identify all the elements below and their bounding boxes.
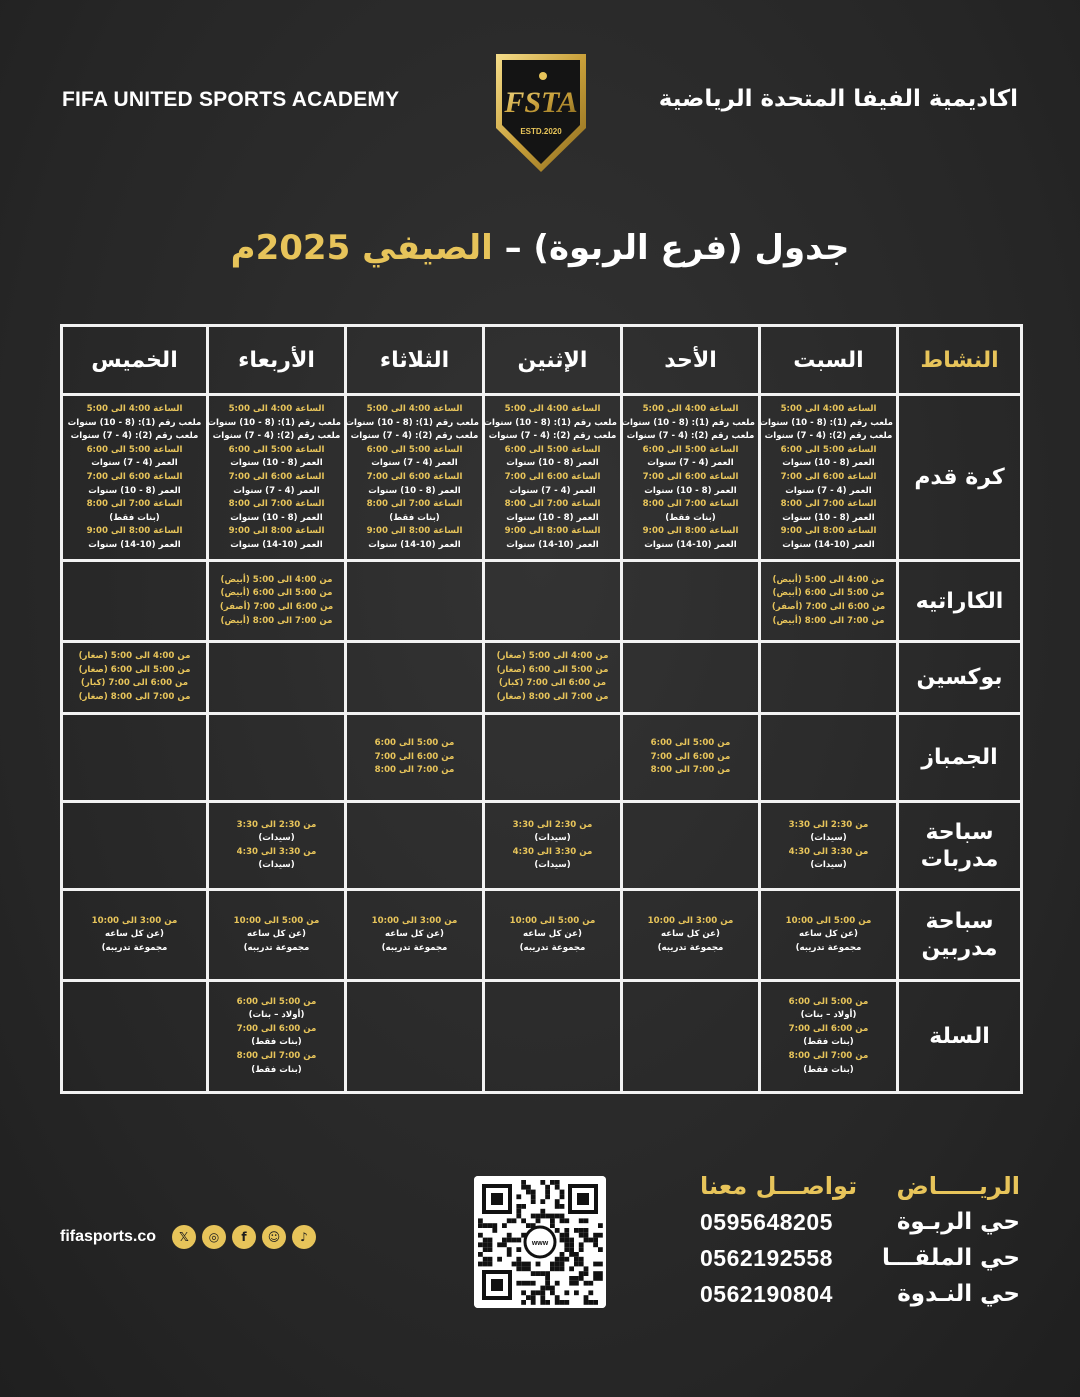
cell-line: من 7:00 الى 8:00 — [236, 1050, 317, 1061]
cell-line: الساعة 7:00 الى 8:00 — [642, 499, 739, 510]
cell-line: العمر (10-14) سنوات — [506, 539, 599, 550]
cell-line: الساعة 8:00 الى 9:00 — [504, 526, 601, 537]
cell-line: (عن كل ساعه — [523, 929, 582, 940]
activity-name: سباحة مدربين — [898, 890, 1022, 980]
cell-line: الساعة 4:00 الى 5:00 — [366, 403, 463, 414]
cell-line: العمر (4 - 7) سنوات — [647, 458, 734, 469]
cell-line: الساعة 6:00 الى 7:00 — [228, 471, 325, 482]
cell-line: من 3:00 الى 10:00 — [91, 915, 178, 926]
schedule-cell — [622, 641, 760, 713]
cell-line: مجموعة تدريبه) — [101, 942, 168, 953]
branch-row — [700, 1276, 1020, 1312]
branch-name: حي النـدوة — [897, 1281, 1020, 1307]
schedule-row — [62, 395, 1022, 561]
cell-line: من 4:00 الى 5:00 (صغار) — [78, 651, 191, 662]
cell-line: الساعة 5:00 الى 6:00 — [504, 444, 601, 455]
tiktok-icon[interactable]: ♪ — [292, 1225, 316, 1249]
branch-phone[interactable]: 0562192558 — [700, 1244, 833, 1271]
schedule-cell — [622, 395, 760, 561]
cell-line: (سيدات) — [534, 833, 571, 844]
schedule-cell — [62, 713, 208, 801]
schedule-cell — [760, 890, 898, 980]
cell-line: الساعة 7:00 الى 8:00 — [780, 499, 877, 510]
cell-line: (بنات فقط) — [803, 1037, 854, 1048]
schedule-cell — [622, 890, 760, 980]
header-row — [62, 326, 1022, 395]
cell-line: من 6:00 الى 7:00 — [236, 1023, 317, 1034]
schedule-cell — [760, 641, 898, 713]
facebook-icon[interactable]: f — [232, 1225, 256, 1249]
cell-line: (أولاد – بنات) — [800, 1010, 857, 1021]
schedule-cell — [346, 890, 484, 980]
schedule-cell — [760, 713, 898, 801]
cell-line: الساعة 8:00 الى 9:00 — [780, 526, 877, 537]
cell-line: الساعة 6:00 الى 7:00 — [366, 471, 463, 482]
cell-line: العمر (4 - 7) سنوات — [371, 458, 458, 469]
schedule-cell — [346, 980, 484, 1092]
schedule-cell — [208, 890, 346, 980]
activity-name: كرة قدم — [898, 395, 1022, 561]
cell-line: من 7:00 الى 8:00 (أبيض) — [220, 615, 333, 626]
cell-line: الساعة 4:00 الى 5:00 — [780, 403, 877, 414]
schedule-cell — [622, 802, 760, 890]
x-icon[interactable]: 𝕏 — [172, 1225, 196, 1249]
cell-line: الساعة 7:00 الى 8:00 — [366, 499, 463, 510]
schedule-cell — [484, 395, 622, 561]
cell-line: (عن كل ساعه — [799, 929, 858, 940]
cell-line: (سيدات) — [258, 833, 295, 844]
cell-line: الساعة 6:00 الى 7:00 — [780, 471, 877, 482]
schedule-row — [62, 890, 1022, 980]
schedule-cell — [484, 713, 622, 801]
cell-line: الساعة 5:00 الى 6:00 — [228, 444, 325, 455]
cell-line: العمر (8 - 10) سنوات — [506, 458, 599, 469]
contact-city: الريـــــاض — [896, 1172, 1020, 1200]
cell-line: العمر (4 - 7) سنوات — [233, 485, 320, 496]
cell-line: من 4:00 الى 5:00 (صغار) — [496, 651, 609, 662]
logo-est: ESTD.2020 — [520, 127, 562, 136]
cell-line: (بنات فقط) — [251, 1064, 302, 1075]
cell-line: من 5:00 الى 6:00 — [236, 996, 317, 1007]
schedule-cell — [622, 980, 760, 1092]
cell-line: ملعب رقم (2): (4 - 7) سنوات — [488, 431, 617, 442]
cell-line: الساعة 5:00 الى 6:00 — [642, 444, 739, 455]
header-wednesday: الأربعاء — [208, 326, 346, 395]
cell-line: من 3:00 الى 10:00 — [647, 915, 734, 926]
cell-line: (بنات فقط) — [665, 512, 716, 523]
schedule-table — [60, 324, 1023, 1094]
cell-line: الساعة 7:00 الى 8:00 — [228, 499, 325, 510]
schedule-cell — [62, 395, 208, 561]
cell-line: من 5:00 الى 6:00 (صغار) — [496, 664, 609, 675]
activity-name: الكاراتيه — [898, 561, 1022, 641]
schedule-row — [62, 641, 1022, 713]
cell-line: (بنات فقط) — [251, 1037, 302, 1048]
header-monday: الإثنين — [484, 326, 622, 395]
branch-row — [700, 1204, 1020, 1240]
activity-name: السلة — [898, 980, 1022, 1092]
activity-name: سباحة مدربات — [898, 802, 1022, 890]
qr-code[interactable] — [474, 1176, 606, 1308]
schedule-cell — [62, 980, 208, 1092]
cell-line: العمر (8 - 10) سنوات — [506, 512, 599, 523]
header-saturday: السبت — [760, 326, 898, 395]
brand-name-ar: اكاديمية الفيفا المتحدة الرياضية — [658, 86, 1018, 112]
cell-line: من 6:00 الى 7:00 (كبار) — [80, 678, 189, 689]
schedule-cell — [62, 802, 208, 890]
cell-line: من 4:00 الى 5:00 (أبيض) — [220, 574, 333, 585]
academy-logo — [488, 50, 594, 176]
cell-line: من 2:30 الى 3:30 — [236, 819, 317, 830]
cell-line: الساعة 4:00 الى 5:00 — [86, 403, 183, 414]
cell-line: من 5:00 الى 6:00 — [788, 996, 869, 1007]
social-bar — [60, 1225, 316, 1249]
schedule-cell — [760, 561, 898, 641]
cell-line: العمر (10-14) سنوات — [644, 539, 737, 550]
cell-line: مجموعة تدريبه) — [519, 942, 586, 953]
cell-line: من 6:00 الى 7:00 — [650, 751, 731, 762]
schedule-cell — [208, 713, 346, 801]
branch-row — [700, 1240, 1020, 1276]
cell-line: العمر (10-14) سنوات — [88, 539, 181, 550]
schedule-cell — [208, 561, 346, 641]
schedule-cell — [62, 641, 208, 713]
cell-line: العمر (4 - 7) سنوات — [91, 458, 178, 469]
cell-line: (عن كل ساعه — [105, 929, 164, 940]
cell-line: العمر (8 - 10) سنوات — [230, 512, 323, 523]
activity-name: بوكسين — [898, 641, 1022, 713]
branch-phone[interactable]: 0595648205 — [700, 1208, 833, 1235]
cell-line: (عن كل ساعه — [385, 929, 444, 940]
cell-line: من 2:30 الى 3:30 — [512, 819, 593, 830]
cell-line: العمر (10-14) سنوات — [368, 539, 461, 550]
instagram-icon[interactable]: ◎ — [202, 1225, 226, 1249]
cell-line: من 7:00 الى 8:00 (أبيض) — [772, 615, 885, 626]
cell-line: من 3:30 الى 4:30 — [236, 846, 317, 857]
cell-line: من 5:00 الى 6:00 — [374, 738, 455, 749]
cell-line: ملعب رقم (1): (8 - 10) سنوات — [483, 417, 617, 428]
title-season: الصيفي 2025م — [230, 228, 493, 268]
activity-name: الجمباز — [898, 713, 1022, 801]
cell-line: الساعة 4:00 الى 5:00 — [228, 403, 325, 414]
cell-line: (بنات فقط) — [803, 1064, 854, 1075]
cell-line: ملعب رقم (2): (4 - 7) سنوات — [626, 431, 755, 442]
brand-name-en: FIFA UNITED SPORTS ACADEMY — [62, 88, 400, 111]
website-link[interactable]: fifasports.co — [60, 1228, 157, 1245]
schedule-cell — [346, 561, 484, 641]
cell-line: (عن كل ساعه — [247, 929, 306, 940]
schedule-cell — [622, 713, 760, 801]
cell-line: من 7:00 الى 8:00 — [788, 1050, 869, 1061]
cell-line: الساعة 8:00 الى 9:00 — [642, 526, 739, 537]
cell-line: العمر (10-14) سنوات — [230, 539, 323, 550]
branch-phone[interactable]: 0562190804 — [700, 1280, 833, 1307]
schedule-cell — [484, 641, 622, 713]
cell-line: من 6:00 الى 7:00 — [788, 1023, 869, 1034]
cell-line: مجموعة تدريبه) — [795, 942, 862, 953]
schedule-cell — [484, 890, 622, 980]
page-title — [0, 228, 1080, 268]
cell-line: (أولاد – بنات) — [248, 1010, 305, 1021]
cell-line: من 5:00 الى 10:00 — [785, 915, 872, 926]
cell-line: من 5:00 الى 6:00 (صغار) — [78, 664, 191, 675]
cell-line: ملعب رقم (1): (8 - 10) سنوات — [345, 417, 479, 428]
cell-line: من 6:00 الى 7:00 (أصفر) — [219, 602, 334, 613]
header-tuesday: الثلاثاء — [346, 326, 484, 395]
cell-line: الساعة 4:00 الى 5:00 — [642, 403, 739, 414]
cell-line: من 3:30 الى 4:30 — [788, 846, 869, 857]
cell-line: (سيدات) — [810, 833, 847, 844]
cell-line: ملعب رقم (2): (4 - 7) سنوات — [350, 431, 479, 442]
cell-line: من 6:00 الى 7:00 — [374, 751, 455, 762]
cell-line: من 7:00 الى 8:00 — [650, 765, 731, 776]
schedule-row — [62, 980, 1022, 1092]
cell-line: الساعة 7:00 الى 8:00 — [86, 499, 183, 510]
cell-line: الساعة 5:00 الى 6:00 — [86, 444, 183, 455]
schedule-cell — [622, 561, 760, 641]
cell-line: مجموعة تدريبه) — [657, 942, 724, 953]
schedule-cell — [208, 641, 346, 713]
cell-line: العمر (8 - 10) سنوات — [88, 485, 181, 496]
schedule-row — [62, 561, 1022, 641]
cell-line: مجموعة تدريبه) — [381, 942, 448, 953]
cell-line: (سيدات) — [258, 860, 295, 871]
cell-line: من 7:00 الى 8:00 (صغار) — [78, 691, 191, 702]
header-activity: النشاط — [898, 326, 1022, 395]
cell-line: العمر (8 - 10) سنوات — [782, 512, 875, 523]
header-thursday: الخميس — [62, 326, 208, 395]
cell-line: العمر (8 - 10) سنوات — [230, 458, 323, 469]
schedule-cell — [208, 802, 346, 890]
schedule-cell — [760, 802, 898, 890]
schedule-cell — [346, 641, 484, 713]
cell-line: ملعب رقم (2): (4 - 7) سنوات — [70, 431, 199, 442]
cell-line: من 6:00 الى 7:00 (أصفر) — [771, 602, 886, 613]
header-sunday: الأحد — [622, 326, 760, 395]
cell-line: ملعب رقم (1): (8 - 10) سنوات — [67, 417, 202, 428]
schedule-cell — [484, 802, 622, 890]
schedule-cell — [346, 395, 484, 561]
schedule-cell — [208, 395, 346, 561]
schedule-cell — [484, 980, 622, 1092]
cell-line: الساعة 6:00 الى 7:00 — [86, 471, 183, 482]
cell-line: الساعة 6:00 الى 7:00 — [642, 471, 739, 482]
cell-line: العمر (8 - 10) سنوات — [644, 485, 737, 496]
cell-line: من 5:00 الى 6:00 — [650, 738, 731, 749]
cell-line: ملعب رقم (1): (8 - 10) سنوات — [759, 417, 893, 428]
schedule-cell — [62, 561, 208, 641]
cell-line: من 7:00 الى 8:00 — [374, 765, 455, 776]
logo-text: FSTA — [504, 86, 578, 119]
cell-line: العمر (10-14) سنوات — [782, 539, 875, 550]
cell-line: الساعة 5:00 الى 6:00 — [780, 444, 877, 455]
cell-line: من 5:00 الى 10:00 — [233, 915, 320, 926]
cell-line: ملعب رقم (1): (8 - 10) سنوات — [207, 417, 341, 428]
cell-line: الساعة 8:00 الى 9:00 — [86, 526, 183, 537]
contact-block — [700, 1168, 1020, 1312]
cell-line: العمر (4 - 7) سنوات — [785, 485, 872, 496]
schedule-cell — [346, 802, 484, 890]
cell-line: (عن كل ساعه — [661, 929, 720, 940]
title-main: جدول (فرع الربوة) – — [492, 228, 850, 268]
schedule-cell — [62, 890, 208, 980]
cell-line: ملعب رقم (2): (4 - 7) سنوات — [212, 431, 341, 442]
cell-line: الساعة 5:00 الى 6:00 — [366, 444, 463, 455]
cell-line: ملعب رقم (2): (4 - 7) سنوات — [764, 431, 893, 442]
contact-header-row — [700, 1168, 1020, 1204]
branch-name: حي الملقـــا — [882, 1245, 1020, 1271]
cell-line: العمر (4 - 7) سنوات — [509, 485, 596, 496]
cell-line: العمر (8 - 10) سنوات — [368, 485, 461, 496]
cell-line: (سيدات) — [810, 860, 847, 871]
schedule-cell — [346, 713, 484, 801]
cell-line: (بنات فقط) — [389, 512, 440, 523]
schedule-cell — [484, 561, 622, 641]
cell-line: ملعب رقم (1): (8 - 10) سنوات — [621, 417, 755, 428]
cell-line: من 7:00 الى 8:00 (صغار) — [496, 691, 609, 702]
cell-line: من 4:00 الى 5:00 (أبيض) — [772, 574, 885, 585]
branch-name: حي الربـوة — [896, 1209, 1020, 1235]
cell-line: من 6:00 الى 7:00 (كبار) — [498, 678, 607, 689]
cell-line: الساعة 6:00 الى 7:00 — [504, 471, 601, 482]
cell-line: الساعة 4:00 الى 5:00 — [504, 403, 601, 414]
cell-line: من 3:30 الى 4:30 — [512, 846, 593, 857]
cell-line: من 5:00 الى 6:00 (أبيض) — [220, 588, 333, 599]
cell-line: من 5:00 الى 10:00 — [509, 915, 596, 926]
cell-line: من 5:00 الى 6:00 (أبيض) — [772, 588, 885, 599]
schedule-cell — [760, 980, 898, 1092]
cell-line: من 3:00 الى 10:00 — [371, 915, 458, 926]
cell-line: العمر (8 - 10) سنوات — [782, 458, 875, 469]
schedule-row — [62, 802, 1022, 890]
schedule-cell — [760, 395, 898, 561]
schedule-cell — [208, 980, 346, 1092]
ball-icon — [539, 72, 547, 80]
cell-line: من 2:30 الى 3:30 — [788, 819, 869, 830]
cell-line: الساعة 7:00 الى 8:00 — [504, 499, 601, 510]
cell-line: (بنات فقط) — [109, 512, 160, 523]
contact-label: تواصـــل معنا — [700, 1172, 858, 1200]
svg-text:www: www — [531, 1240, 549, 1247]
cell-line: الساعة 8:00 الى 9:00 — [366, 526, 463, 537]
snapchat-icon[interactable]: ☺ — [262, 1225, 286, 1249]
cell-line: (سيدات) — [534, 860, 571, 871]
cell-line: الساعة 8:00 الى 9:00 — [228, 526, 325, 537]
cell-line: مجموعة تدريبه) — [243, 942, 310, 953]
schedule-row — [62, 713, 1022, 801]
